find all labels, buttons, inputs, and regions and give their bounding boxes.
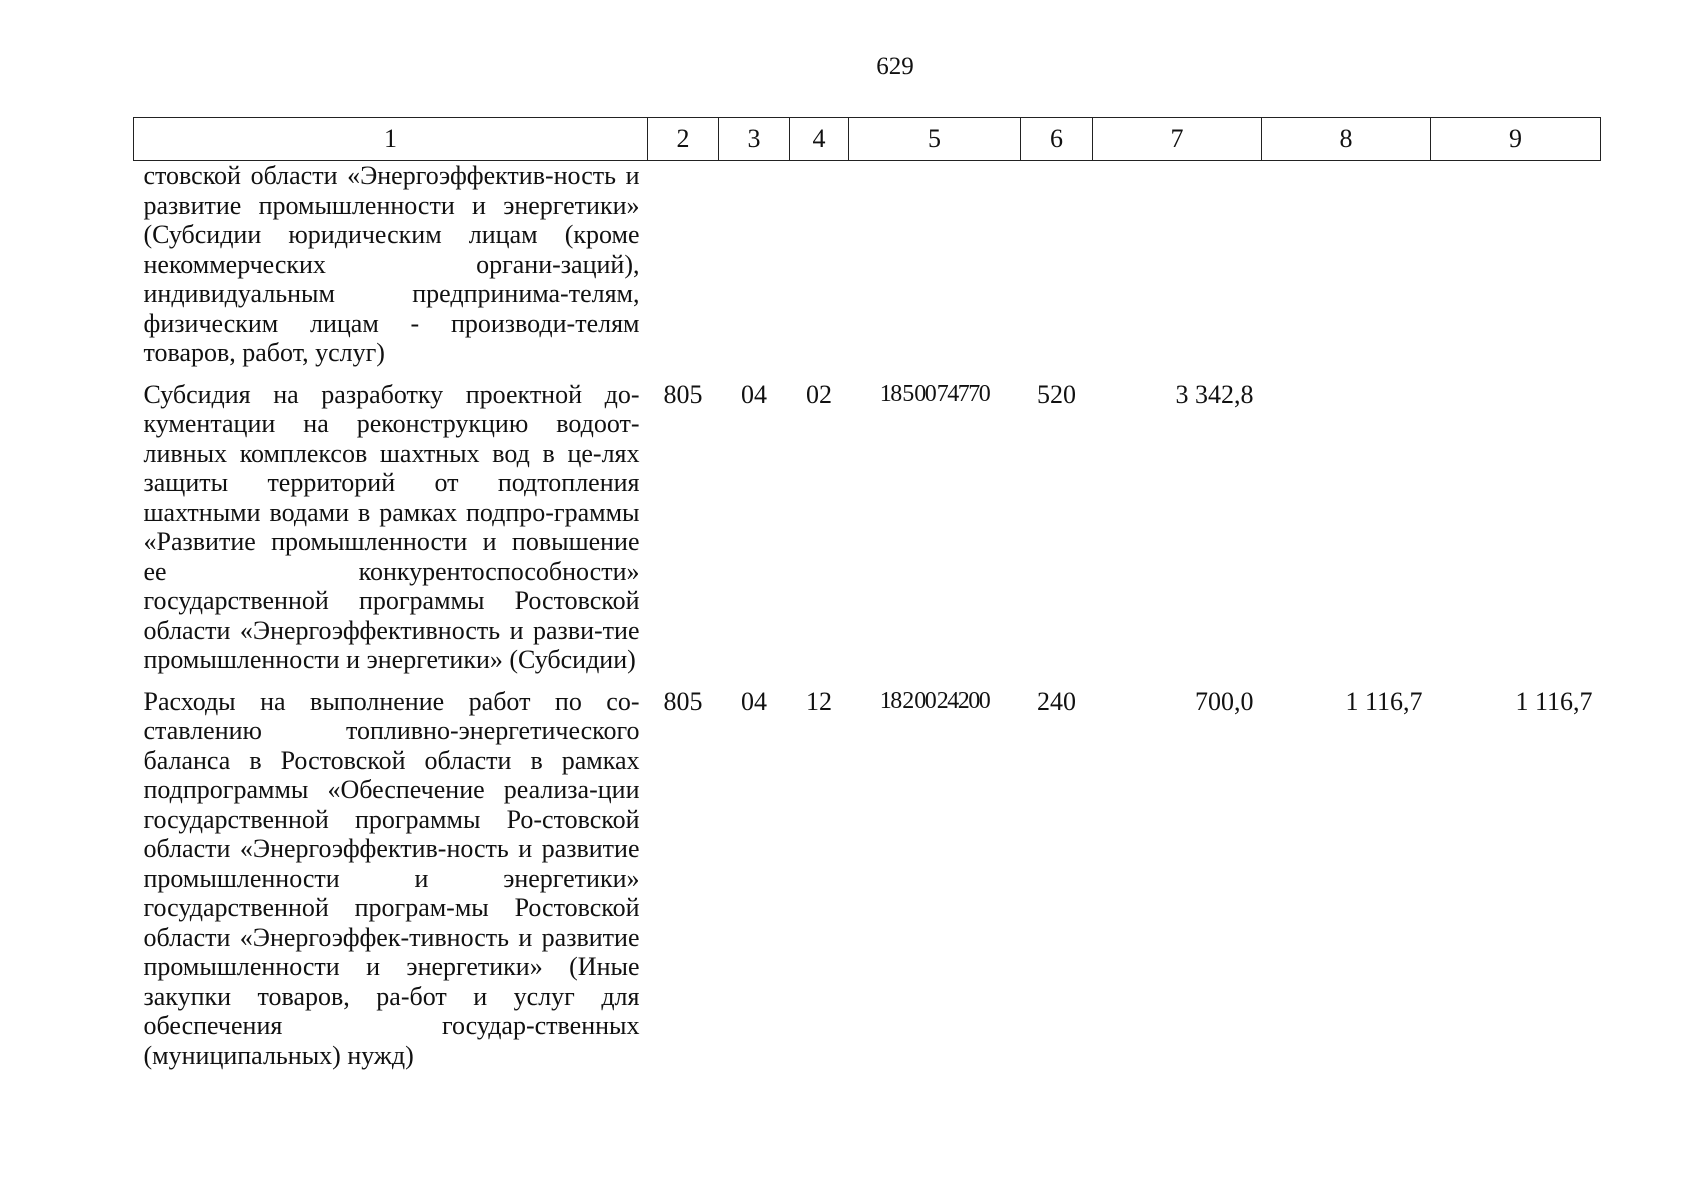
- row-cell-2: [648, 161, 719, 380]
- row-cell-7: [1093, 161, 1262, 380]
- column-header-3: 3: [719, 118, 790, 161]
- row-cell-9: [1431, 161, 1601, 380]
- row-cell-4: [790, 161, 849, 380]
- row-cell-5: 18 2 00 24200: [879, 687, 990, 714]
- row-cell-6: [1021, 161, 1093, 380]
- column-header-7: 7: [1093, 118, 1262, 161]
- row-cell-3: [719, 161, 790, 380]
- column-header-5: 5: [849, 118, 1021, 161]
- row-cell-2: 805: [663, 686, 703, 716]
- row-cell-4: 02: [806, 379, 832, 409]
- row-cell-9: 1 116,7: [1515, 686, 1593, 716]
- row-cell-3: 04: [741, 379, 767, 409]
- row-cell-2: 805: [663, 379, 703, 409]
- page-number: 629: [876, 53, 914, 80]
- row-description: Субсидия на разработку проектной до-кументации на реконструкцию водоот-ливных комплексов шахтных вод в це-лях защиты территорий от подтопления шахтными водами в рамках подпро-граммы «Развитие промышленности и повышение ее конкурентоспособности» государственной программы Ростовской области «Энергоэффективность и разви-тие промышленности и энергетики» (Субсидии): [143, 379, 640, 674]
- table-row: [134, 161, 1601, 380]
- column-header-9: 9: [1431, 118, 1601, 161]
- row-cell-9: [1431, 380, 1601, 687]
- row-cell-5: 18 5 00 74770: [879, 380, 990, 407]
- row-description: Расходы на выполнение работ по со-ставлению топливно-энергетического баланса в Ростовской области в рамках подпрограммы «Обеспечение реализа-ции государственной программы Ро-стовской области «Энергоэффектив-ность и развитие промышленности и энергетики» государственной програм-мы Ростовской области «Энергоэффек-тивность и развитие промышленности и энергетики» (Иные закупки товаров, ра-бот и услуг для обеспечения государ-ственных (муниципальных) нужд): [143, 686, 640, 1070]
- column-header-4: 4: [790, 118, 849, 161]
- row-cell-8: [1262, 161, 1431, 380]
- row-cell-4: 12: [806, 686, 832, 716]
- column-header-1: 1: [134, 118, 648, 161]
- column-header-2: 2: [648, 118, 719, 161]
- table-row: [134, 380, 1601, 687]
- table-row: [134, 687, 1601, 1083]
- row-cell-7: 3 342,8: [1175, 379, 1254, 409]
- budget-table: [133, 117, 1601, 1082]
- row-cell-8: [1262, 380, 1431, 687]
- row-description: стовской области «Энергоэффектив-ность и развитие промышленности и энергетики» (Субсидии юридическим лицам (кроме некоммерческих органи-заций), индивидуальным предпринима-телям, физическим лицам - производи-телям товаров, работ, услуг): [143, 161, 640, 367]
- row-cell-7: 700,0: [1195, 686, 1254, 716]
- row-cell-5: [849, 161, 1021, 380]
- column-header-6: 6: [1021, 118, 1093, 161]
- row-cell-8: 1 116,7: [1345, 686, 1423, 716]
- row-cell-6: 240: [1037, 686, 1076, 716]
- row-cell-6: 520: [1037, 379, 1076, 409]
- table-header-row: [134, 118, 1601, 161]
- column-header-8: 8: [1262, 118, 1431, 161]
- row-cell-3: 04: [741, 686, 767, 716]
